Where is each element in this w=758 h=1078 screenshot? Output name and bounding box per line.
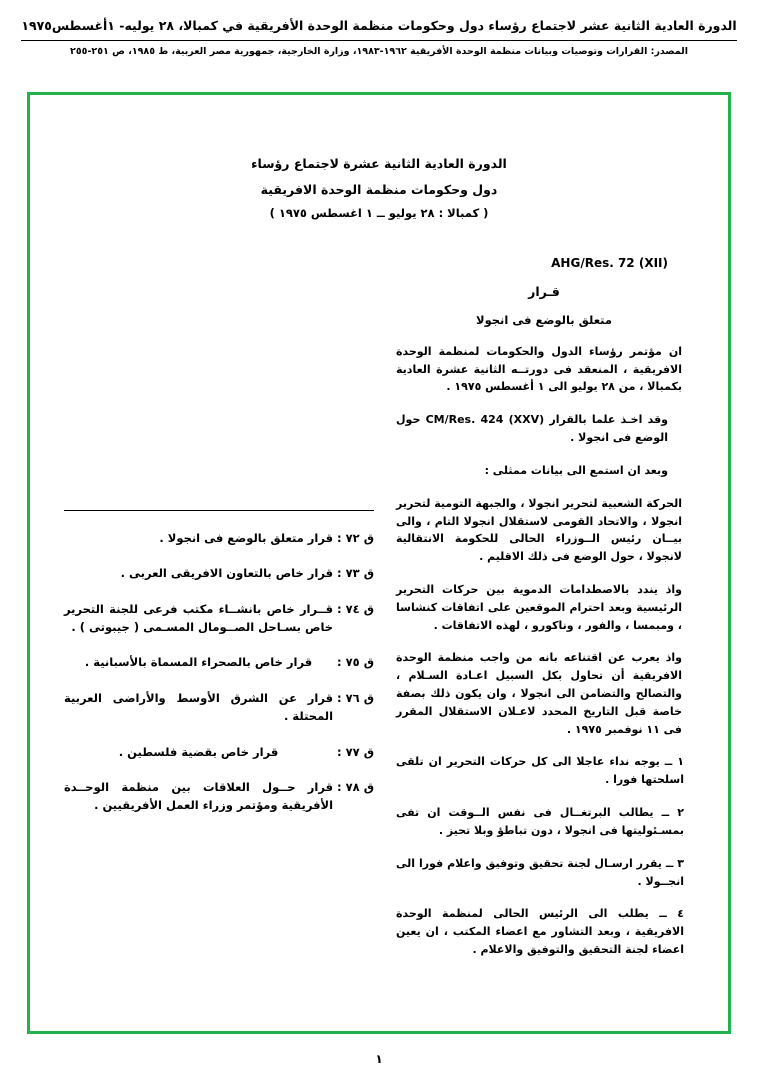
resolution-column [394,278,694,974]
contents-column [64,510,374,832]
document-body [30,95,728,1031]
numbered-paragraph: ١ ــ يوجه نداء عاجلا الى كل حركات التحرير ان تلقى اسلحتها فورا . [396,755,684,787]
resolution-subheading: متعلق بالوضع فى انجولا [476,312,612,327]
contents-entry [64,653,374,671]
contents-entry-title: قرار خاص بالصحراء المسماة بالأسبانية . [84,655,313,670]
contents-entry-title: قرار خاص بالتعاون الافريقى العربى . [120,566,334,581]
contents-entry-title: قرار خاص بقضية فلسطين . [118,744,279,759]
numbered-paragraph: ٣ ــ يقرر ارسـال لجنة تحقيق وتوفيق واعلام فورا الى انجــولا . [396,856,684,888]
document-title [64,151,694,226]
contents-entry-code: ق ٧٤ : [337,601,374,616]
header-divider [21,40,737,41]
contents-entry-title: قرار حــول العلاقات بين منظمة الوحــدة الأفريقية ومؤتمر وزراء العمل الأفريقيين . [64,779,334,813]
contents-entry-title: قرار عن الشرق الأوسط والأراضى العربية المحتلة . [64,690,334,724]
contents-entry-code: ق ٧٢ : [337,530,374,545]
numbered-paragraph: ٤ ــ يطلب الى الرئيس الحالى لمنظمة الوحدة الافريقية ، وبعد التشاور مع اعضاء المكتب ، ان يعين اعضاء لجنة التحقيق والتوفيق والاعلام . [396,907,684,956]
page-number: ١ [375,1052,383,1066]
contents-entry [64,564,374,582]
contents-entry-title: قرار متعلق بالوضع فى انجولا . [159,530,334,545]
contents-entry-title: قــرار خاص بانشــاء مكتب فرعى للجنة التحرير خاص بسـاحل الصــومال المسـمى ( جيبوتى ) . [64,601,334,634]
header-title: الدورة العادية الثانية عشر لاجتماع رؤساء دول وحكومات منظمة الوحدة الأفريقية في كمبالا، ٢٨ يوليه- ١أغسطس١٩٧٥ [21,18,737,33]
paragraph: وبعد ان استمع الى بيانات ممثلى : [484,463,668,477]
contents-entry [64,689,374,726]
page-header [0,18,758,59]
document-title-dates: ( كمبالا : ٢٨ يوليو ــ ١ اغسطس ١٩٧٥ ) [269,206,489,221]
resolution-heading: قـرار [528,283,560,299]
document-title-line-2: دول وحكومات منظمة الوحدة الافريقية [260,181,498,197]
resolution-reference-code: AHG/Res. 72 (XII) [551,255,668,270]
document-frame [27,92,731,1034]
paragraph: الحركة الشعبية لتحرير انجولا ، والجبهة التومية لتحرير انجولا ، والاتحاد القومى لاستقلال انجولا التام ، والى بيــان رئيس الــوزراء الحالى للحكومة الانتقالية لانجولا ، حول الوضع فى ذلك الاقليم . [396,496,682,564]
contents-entry [64,529,374,547]
contents-entry-code: ق ٧٨ : [337,779,374,794]
paragraph: واذ يندد بالاصطدامات الدموية بين حركات التحرير الرئيسية وبعد احترام الموقعين على اتفاقات كنشاسا ، ومبمسا ، والفور ، وناكورو ، لهذه الاتفاقات . [396,582,682,632]
document-title-line-1: الدورة العادية الثانية عشرة لاجتماع رؤساء [251,156,507,171]
header-source-note: المصدر: القرارات وتوصيات وبيانات منظمة الوحدة الأفريقية ١٩٦٢-١٩٨٣، وزارة الخارجية، جمهورية مصر العربية، ط ١٩٨٥، ص ٢٥١-٢٥٥ [70,45,688,57]
numbered-paragraph: ٢ ــ يطالب البرتغــال فى نفس الــوقت ان تفى بمسـئوليتها فى انجولا ، دون تباطؤ وبلا تحيز . [396,806,684,837]
contents-entry [64,778,374,815]
paragraph: وقد اخـذ علما بالقرار (CM/Res. 424 (XXV حول الوضع فى انجولا . [396,413,668,445]
paragraph: واذ يعرب عن اقتناعه بانه من واجب منظمة الوحدة الافريقية أن تحاول بكل السبيل اعـادة السـلام ، والتصالح والتضامن الى انجولا ، وان يكون ذلك بصفة خاصة قبل التاريخ المحدد لاعـلان الاستقلال المقرر فى ١١ نوفمبر ١٩٧٥ . [396,651,682,736]
contents-entry [64,743,374,761]
paragraph: ان مؤتمر رؤساء الدول والحكومات لمنظمة الوحدة الافريقية ، المنعقد فى دورتــه الثانية عشرة العادية بكمبالا ، من ٢٨ يوليو الى ١ أغسطس ١٩٧٥ . [396,344,682,394]
contents-entry [64,600,374,637]
contents-divider [64,510,374,511]
contents-entry-code: ق ٧٧ : [337,744,374,759]
contents-entry-code: ق ٧٣ : [337,566,374,581]
contents-entry-code: ق ٧٥ : [337,655,374,670]
two-column-layout [64,278,694,978]
contents-entry-code: ق ٧٦ : [337,690,374,705]
